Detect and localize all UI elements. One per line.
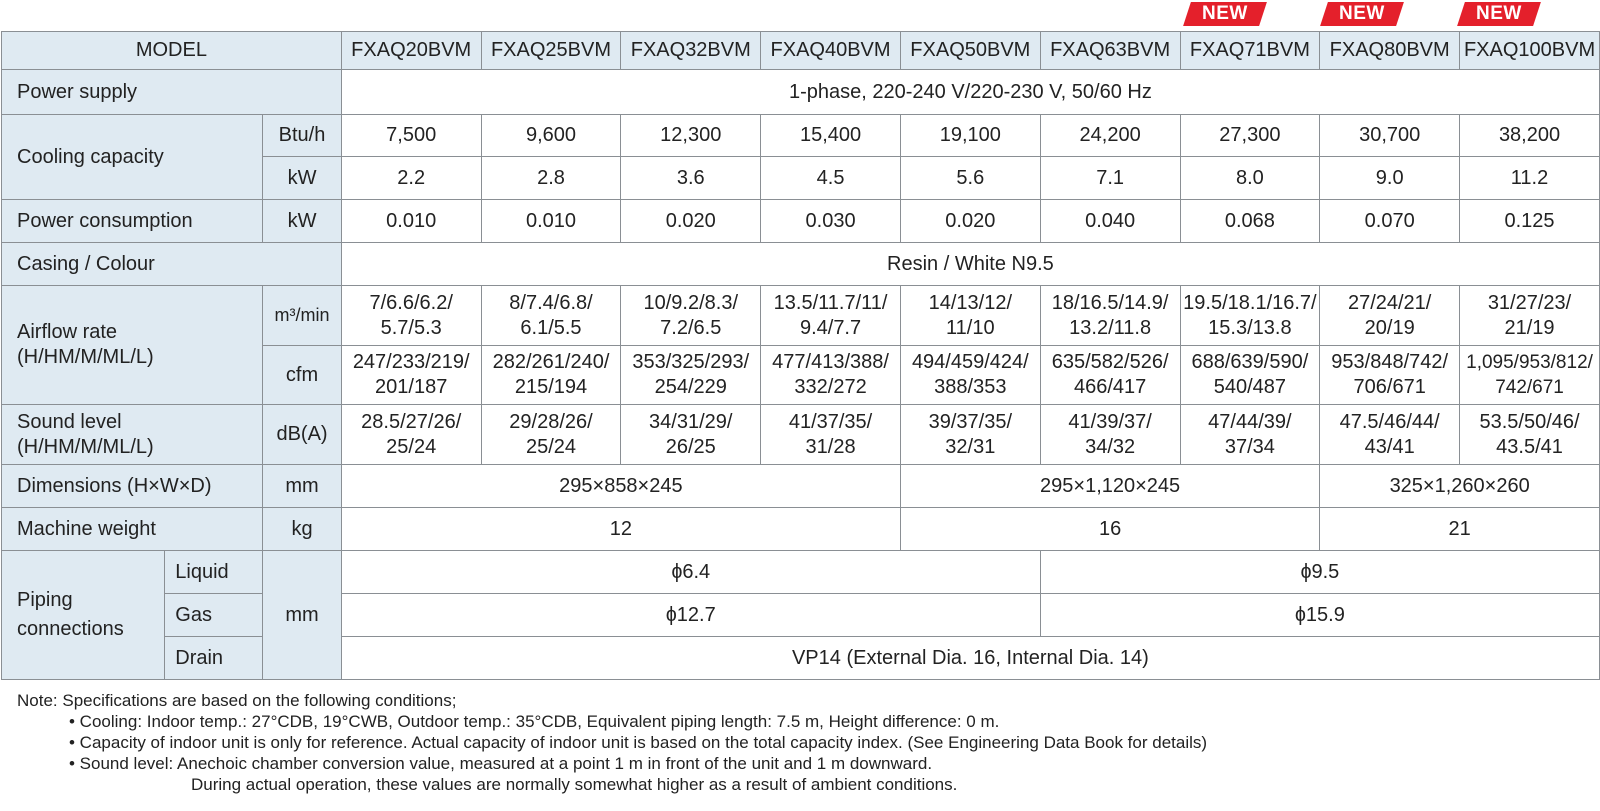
- power-consumption-cell: 0.020: [621, 200, 761, 243]
- weight-label: Machine weight: [2, 508, 263, 551]
- piping-liquid-cell: ɸ6.4: [341, 551, 1040, 594]
- new-badge-fxaq80: [1320, 2, 1404, 26]
- cooling-btu-cell: 9,600: [481, 115, 621, 157]
- power-consumption-row: [2, 200, 1600, 243]
- airflow-cfm-cell: 494/459/424/ 388/353: [900, 346, 1040, 405]
- piping-label-line1: Piping: [17, 589, 73, 611]
- header-row: [2, 32, 1600, 70]
- notes-sound: • Sound level: Anechoic chamber conversion value, measured at a point 1 m in front of the unit and 1 m downward.: [69, 754, 933, 773]
- airflow-cfm-cell: 635/582/526/ 466/417: [1040, 346, 1180, 405]
- airflow-m3-cell: 10/9.2/8.3/ 7.2/6.5: [621, 286, 761, 346]
- cooling-btu-cell: 38,200: [1460, 115, 1600, 157]
- cooling-kw-cell: 9.0: [1320, 157, 1460, 200]
- sound-cell: 34/31/29/ 26/25: [621, 405, 761, 465]
- model-cell: FXAQ71BVM: [1180, 32, 1320, 70]
- notes-cooling: • Cooling: Indoor temp.: 27°CDB, 19°CWB, Outdoor temp.: 35°CDB, Equivalent piping length: 7.5 m, Height difference: 0 m.: [69, 712, 1000, 731]
- piping-gas-row: [2, 594, 1600, 637]
- sound-label: [2, 405, 263, 465]
- power-consumption-cell: 0.010: [341, 200, 481, 243]
- piping-unit: mm: [263, 551, 342, 680]
- sound-unit: dB(A): [263, 405, 342, 465]
- airflow-cfm-cell: 477/413/388/ 332/272: [761, 346, 901, 405]
- notes: [17, 690, 1207, 795]
- airflow-m3-cell: 13.5/11.7/11/ 9.4/7.7: [761, 286, 901, 346]
- airflow-label: [2, 286, 263, 405]
- cooling-btu-cell: 30,700: [1320, 115, 1460, 157]
- airflow-cfm-cell: 1,095/953/812/ 742/671: [1460, 346, 1600, 405]
- sound-cell: 29/28/26/ 25/24: [481, 405, 621, 465]
- dimensions-cell: 325×1,260×260: [1320, 465, 1600, 508]
- model-cell: FXAQ100BVM: [1460, 32, 1600, 70]
- notes-capacity: • Capacity of indoor unit is only for reference. Actual capacity of indoor unit is based on the total capacity index. (See Engineering Data Book for details): [69, 733, 1208, 752]
- sound-label-line1: Sound level: [17, 410, 122, 433]
- cooling-kw-cell: 7.1: [1040, 157, 1180, 200]
- cooling-capacity-label: Cooling capacity: [2, 115, 263, 200]
- weight-cell: 16: [900, 508, 1319, 551]
- airflow-cfm-unit: cfm: [263, 346, 342, 405]
- airflow-cfm-cell: 282/261/240/ 215/194: [481, 346, 621, 405]
- notes-intro: Note: Specifications are based on the following conditions;: [17, 691, 457, 710]
- cooling-btu-unit: Btu/h: [263, 115, 342, 157]
- sound-row: [2, 405, 1600, 465]
- sound-cell: 47/44/39/ 37/34: [1180, 405, 1320, 465]
- new-badges: [0, 0, 1600, 30]
- casing-row: [2, 243, 1600, 286]
- cooling-kw-cell: 2.8: [481, 157, 621, 200]
- cooling-kw-unit: kW: [263, 157, 342, 200]
- power-consumption-cell: 0.068: [1180, 200, 1320, 243]
- airflow-cfm-cell: 247/233/219/ 201/187: [341, 346, 481, 405]
- piping-label: [2, 551, 165, 680]
- model-label: MODEL: [2, 32, 342, 70]
- model-cell: FXAQ32BVM: [621, 32, 761, 70]
- sound-label-line2: (H/HM/M/ML/L): [17, 435, 154, 458]
- new-badge-fxaq71: [1183, 2, 1267, 26]
- dimensions-unit: mm: [263, 465, 342, 508]
- power-consumption-cell: 0.030: [761, 200, 901, 243]
- airflow-cfm-cell: 353/325/293/ 254/229: [621, 346, 761, 405]
- power-consumption-cell: 0.010: [481, 200, 621, 243]
- power-consumption-cell: 0.040: [1040, 200, 1180, 243]
- model-cell: FXAQ25BVM: [481, 32, 621, 70]
- airflow-m3-cell: 8/7.4/6.8/ 6.1/5.5: [481, 286, 621, 346]
- power-consumption-cell: 0.070: [1320, 200, 1460, 243]
- power-consumption-cell: 0.020: [900, 200, 1040, 243]
- cooling-kw-cell: 5.6: [900, 157, 1040, 200]
- piping-drain-row: [2, 637, 1600, 680]
- airflow-m3-cell: 19.5/18.1/16.7/ 15.3/13.8: [1180, 286, 1320, 346]
- piping-liquid-cell: ɸ9.5: [1040, 551, 1599, 594]
- model-cell: FXAQ80BVM: [1320, 32, 1460, 70]
- weight-cell: 21: [1320, 508, 1600, 551]
- piping-liquid-row: [2, 551, 1600, 594]
- airflow-m3-cell: 31/27/23/ 21/19: [1460, 286, 1600, 346]
- new-badge-label: NEW: [1202, 3, 1248, 24]
- cooling-kw-cell: 3.6: [621, 157, 761, 200]
- casing-value: Resin / White N9.5: [341, 243, 1599, 286]
- power-consumption-unit: kW: [263, 200, 342, 243]
- cooling-btu-cell: 27,300: [1180, 115, 1320, 157]
- sound-cell: 28.5/27/26/ 25/24: [341, 405, 481, 465]
- new-badge-label: NEW: [1476, 3, 1522, 24]
- notes-sound-continued: During actual operation, these values are normally somewhat higher as a result of ambient conditions.: [191, 775, 958, 794]
- sound-cell: 41/39/37/ 34/32: [1040, 405, 1180, 465]
- airflow-cfm-cell: 953/848/742/ 706/671: [1320, 346, 1460, 405]
- airflow-m3-row: [2, 286, 1600, 346]
- power-supply-value: 1-phase, 220-240 V/220-230 V, 50/60 Hz: [341, 70, 1599, 115]
- new-badge-fxaq100: [1457, 2, 1541, 26]
- weight-cell: 12: [341, 508, 900, 551]
- sound-cell: 39/37/35/ 32/31: [900, 405, 1040, 465]
- piping-gas-cell: ɸ12.7: [341, 594, 1040, 637]
- airflow-cfm-cell: 688/639/590/ 540/487: [1180, 346, 1320, 405]
- cooling-kw-cell: 8.0: [1180, 157, 1320, 200]
- power-supply-row: [2, 70, 1600, 115]
- cooling-btu-cell: 24,200: [1040, 115, 1180, 157]
- weight-unit: kg: [263, 508, 342, 551]
- piping-gas-cell: ɸ15.9: [1040, 594, 1599, 637]
- airflow-m3-cell: 14/13/12/ 11/10: [900, 286, 1040, 346]
- cooling-btu-row: [2, 115, 1600, 157]
- spec-table: [1, 31, 1600, 680]
- dimensions-row: [2, 465, 1600, 508]
- piping-gas-label: Gas: [165, 594, 263, 637]
- dimensions-cell: 295×858×245: [341, 465, 900, 508]
- cooling-btu-cell: 15,400: [761, 115, 901, 157]
- casing-label: Casing / Colour: [2, 243, 342, 286]
- airflow-label-line2: (H/HM/M/ML/L): [17, 346, 154, 368]
- dimensions-label: Dimensions (H×W×D): [2, 465, 263, 508]
- new-badge-label: NEW: [1339, 3, 1385, 24]
- dimensions-cell: 295×1,120×245: [900, 465, 1319, 508]
- piping-liquid-label: Liquid: [165, 551, 263, 594]
- airflow-label-line1: Airflow rate: [17, 321, 118, 343]
- cooling-kw-cell: 2.2: [341, 157, 481, 200]
- power-consumption-cell: 0.125: [1460, 200, 1600, 243]
- airflow-m3-unit: m³/min: [263, 286, 342, 346]
- airflow-m3-cell: 7/6.6/6.2/ 5.7/5.3: [341, 286, 481, 346]
- cooling-btu-cell: 19,100: [900, 115, 1040, 157]
- power-consumption-label: Power consumption: [2, 200, 263, 243]
- model-cell: FXAQ50BVM: [900, 32, 1040, 70]
- model-cell: FXAQ40BVM: [761, 32, 901, 70]
- weight-row: [2, 508, 1600, 551]
- cooling-kw-cell: 11.2: [1460, 157, 1600, 200]
- airflow-m3-cell: 27/24/21/ 20/19: [1320, 286, 1460, 346]
- piping-drain-cell: VP14 (External Dia. 16, Internal Dia. 14): [341, 637, 1599, 680]
- sound-cell: 47.5/46/44/ 43/41: [1320, 405, 1460, 465]
- cooling-btu-cell: 12,300: [621, 115, 761, 157]
- piping-drain-label: Drain: [165, 637, 263, 680]
- sound-cell: 53.5/50/46/ 43.5/41: [1460, 405, 1600, 465]
- model-cell: FXAQ20BVM: [341, 32, 481, 70]
- piping-label-line2: connections: [17, 618, 124, 640]
- cooling-btu-cell: 7,500: [341, 115, 481, 157]
- model-cell: FXAQ63BVM: [1040, 32, 1180, 70]
- cooling-kw-cell: 4.5: [761, 157, 901, 200]
- airflow-m3-cell: 18/16.5/14.9/ 13.2/11.8: [1040, 286, 1180, 346]
- power-supply-label: Power supply: [2, 70, 342, 115]
- sound-cell: 41/37/35/ 31/28: [761, 405, 901, 465]
